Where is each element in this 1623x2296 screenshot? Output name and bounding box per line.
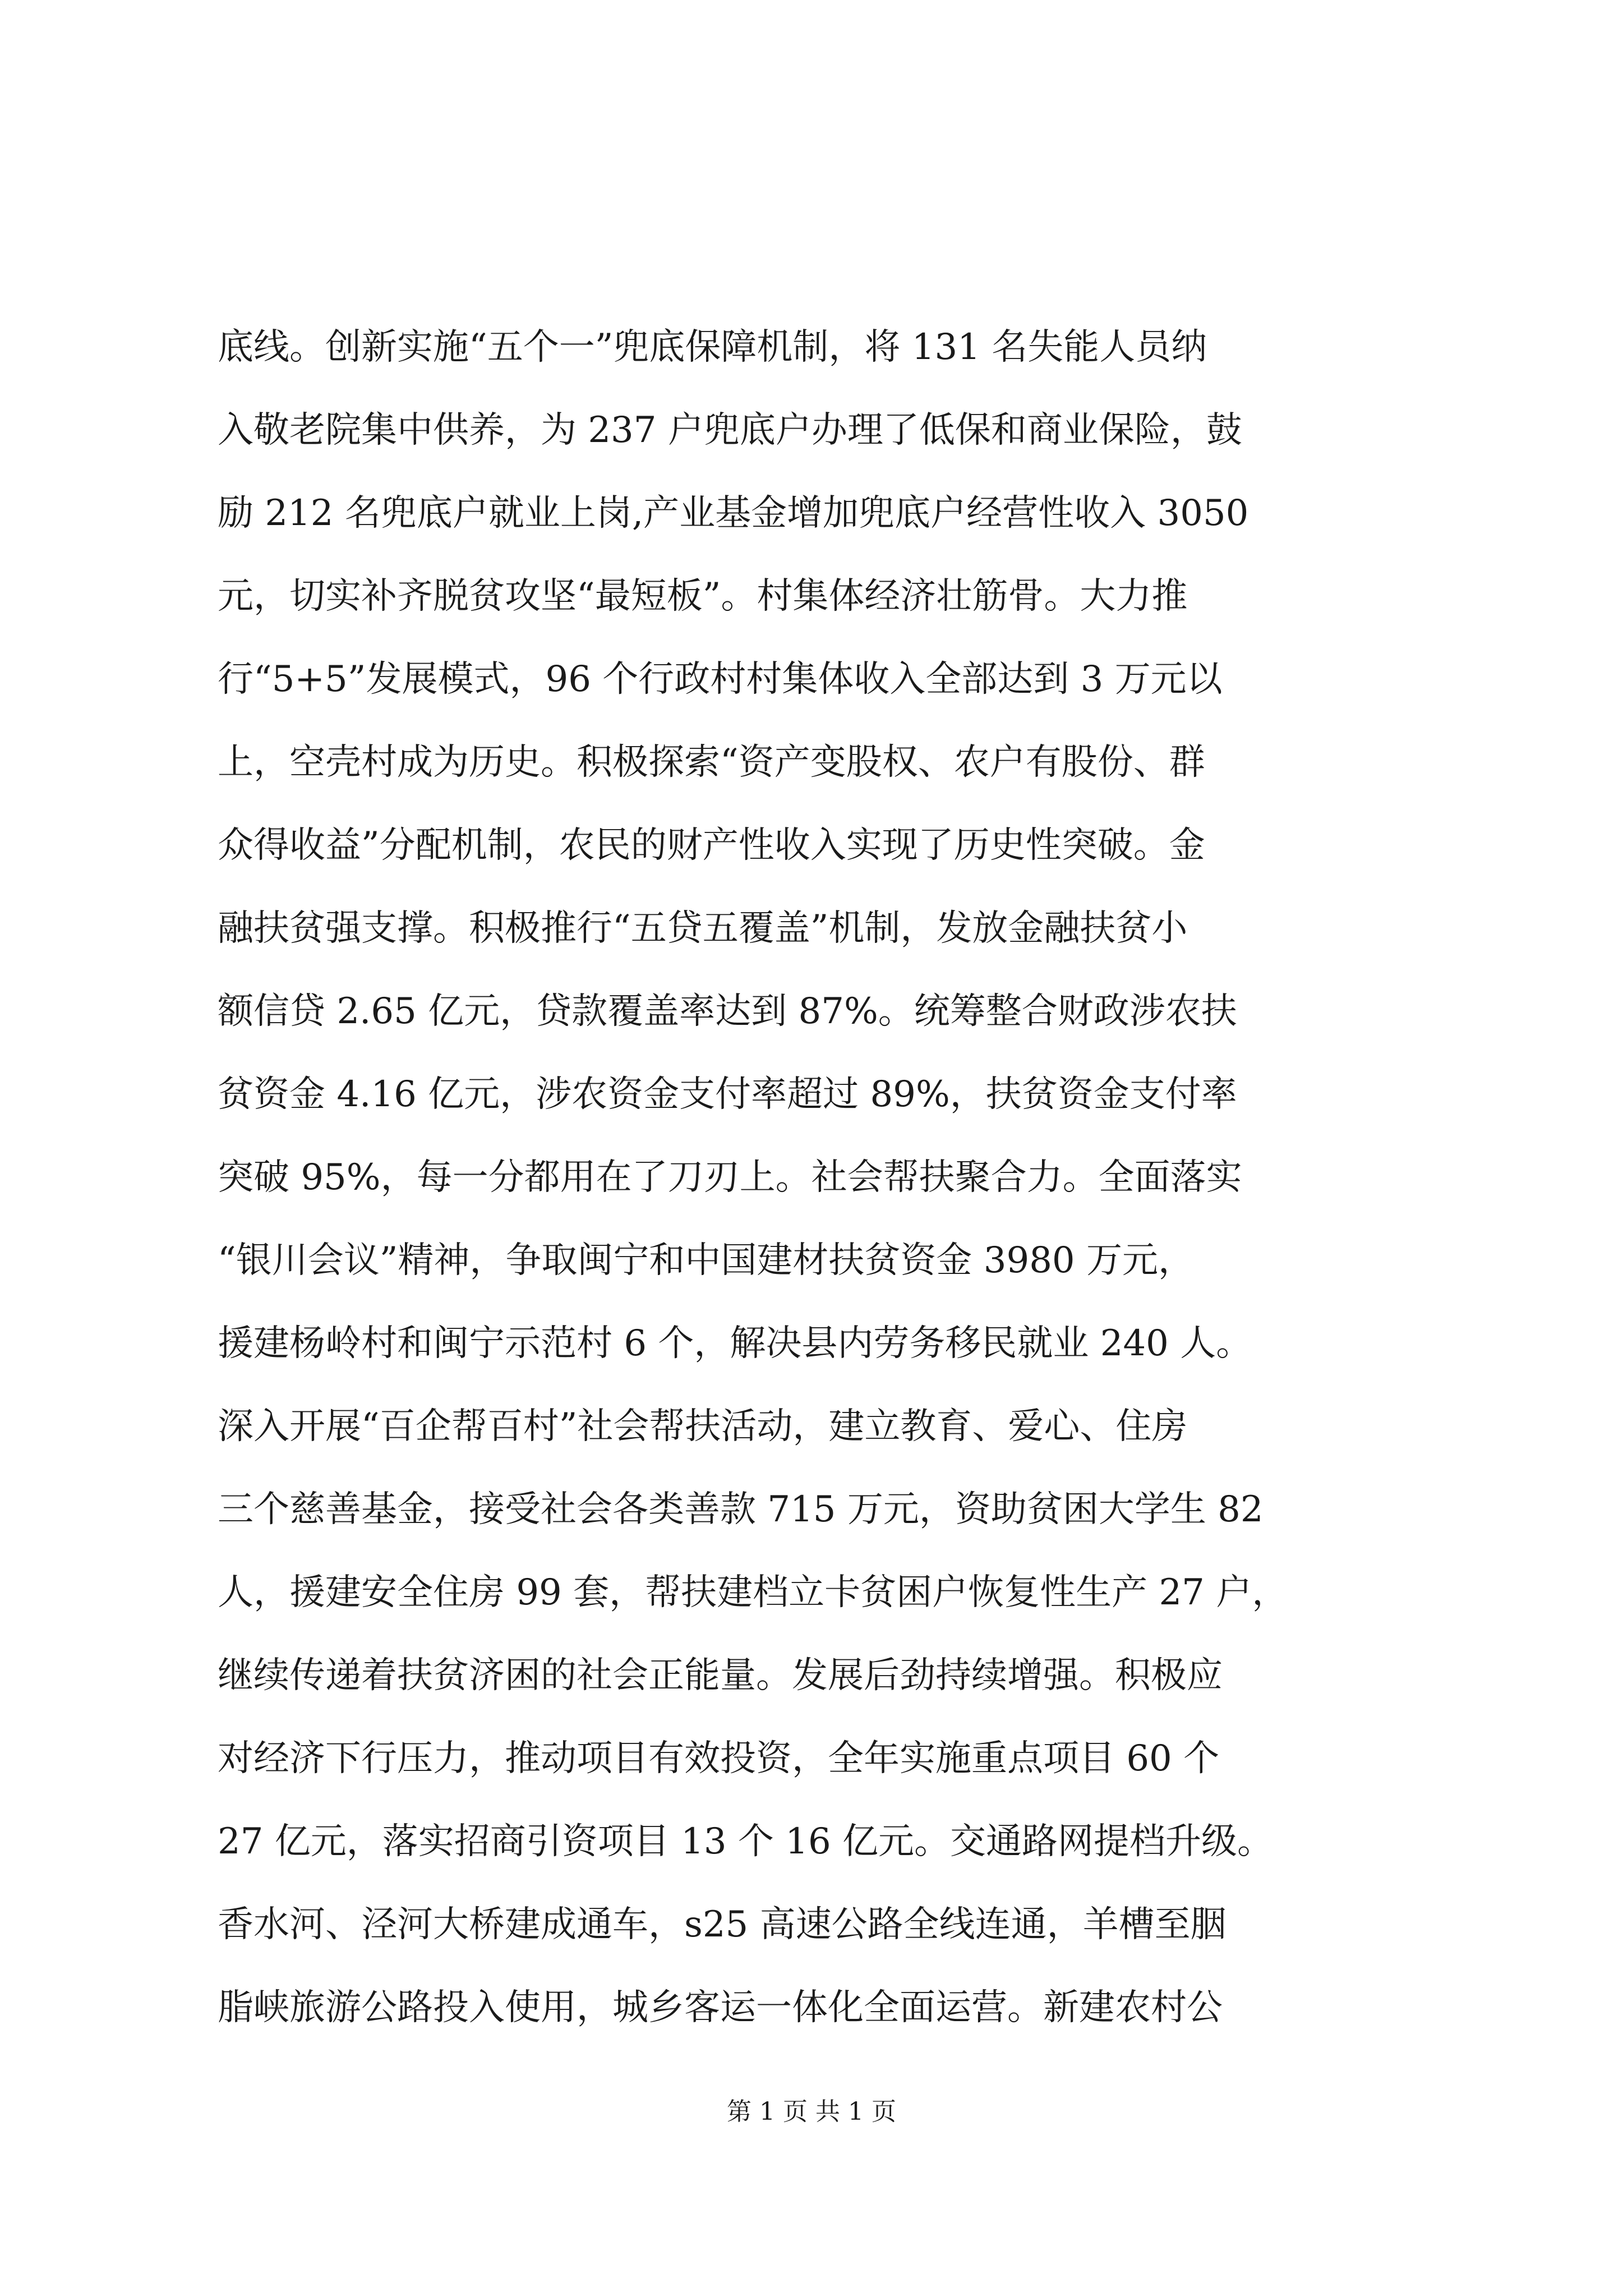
body-text — [218, 306, 1429, 2049]
text-line: 入敬老院集中供养，为 237 户兜底户办理了低保和商业保险，鼓 — [218, 409, 1242, 451]
text-line: 底线。创新实施“五个一”兜底保障机制，将 131 名失能人员纳 — [218, 326, 1207, 368]
text-line: 元，切实补齐脱贫攻坚“最短板”。村集体经济壮筋骨。大力推 — [218, 576, 1188, 617]
text-line: 众得收益”分配机制，农民的财产性收入实现了历史性突破。金 — [218, 825, 1205, 866]
text-line: 人，援建安全住房 99 套，帮扶建档立卡贫困户恢复性生产 27 户， — [218, 1572, 1288, 1613]
text-line: 三个慈善基金，接受社会各类善款 715 万元，资助贫困大学生 82 — [218, 1489, 1264, 1530]
text-line: 深入开展“百企帮百村”社会帮扶活动，建立教育、爱心、住房 — [218, 1406, 1188, 1447]
text-line: 继续传递着扶贫济困的社会正能量。发展后劲持续增强。积极应 — [218, 1655, 1223, 1696]
text-line: 脂峡旅游公路投入使用，城乡客运一体化全面运营。新建农村公 — [218, 1987, 1223, 2028]
text-line: 对经济下行压力，推动项目有效投资，全年实施重点项目 60 个 — [218, 1738, 1220, 1779]
page-number-footer: 第 1 页 共 1 页 — [727, 2097, 896, 2126]
text-line: 励 212 名兜底户就业上岗,产业基金增加兜底户经营性收入 3050 — [218, 493, 1249, 534]
text-line: 上，空壳村成为历史。积极探索“资产变股权、农户有股份、群 — [218, 742, 1205, 783]
text-line: 行“5+5”发展模式，96 个行政村村集体收入全部达到 3 万元以 — [218, 659, 1223, 700]
text-line: 贫资金 4.16 亿元，涉农资金支付率超过 89%，扶贫资金支付率 — [218, 1074, 1237, 1115]
text-line: 额信贷 2.65 亿元，贷款覆盖率达到 87%。统筹整合财政涉农扶 — [218, 991, 1237, 1032]
text-line: “银川会议”精神，争取闽宁和中国建材扶贫资金 3980 万元， — [218, 1240, 1194, 1281]
text-line: 融扶贫强支撑。积极推行“五贷五覆盖”机制，发放金融扶贫小 — [218, 908, 1188, 949]
text-line: 援建杨岭村和闽宁示范村 6 个，解决县内劳务移民就业 240 人。 — [218, 1323, 1252, 1364]
text-line: 香水河、泾河大桥建成通车，s25 高速公路全线连通，羊槽至胭 — [218, 1904, 1227, 1945]
text-line: 27 亿元，落实招商引资项目 13 个 16 亿元。交通路网提档升级。 — [218, 1821, 1274, 1862]
text-line: 突破 95%，每一分都用在了刀刃上。社会帮扶聚合力。全面落实 — [218, 1157, 1242, 1198]
